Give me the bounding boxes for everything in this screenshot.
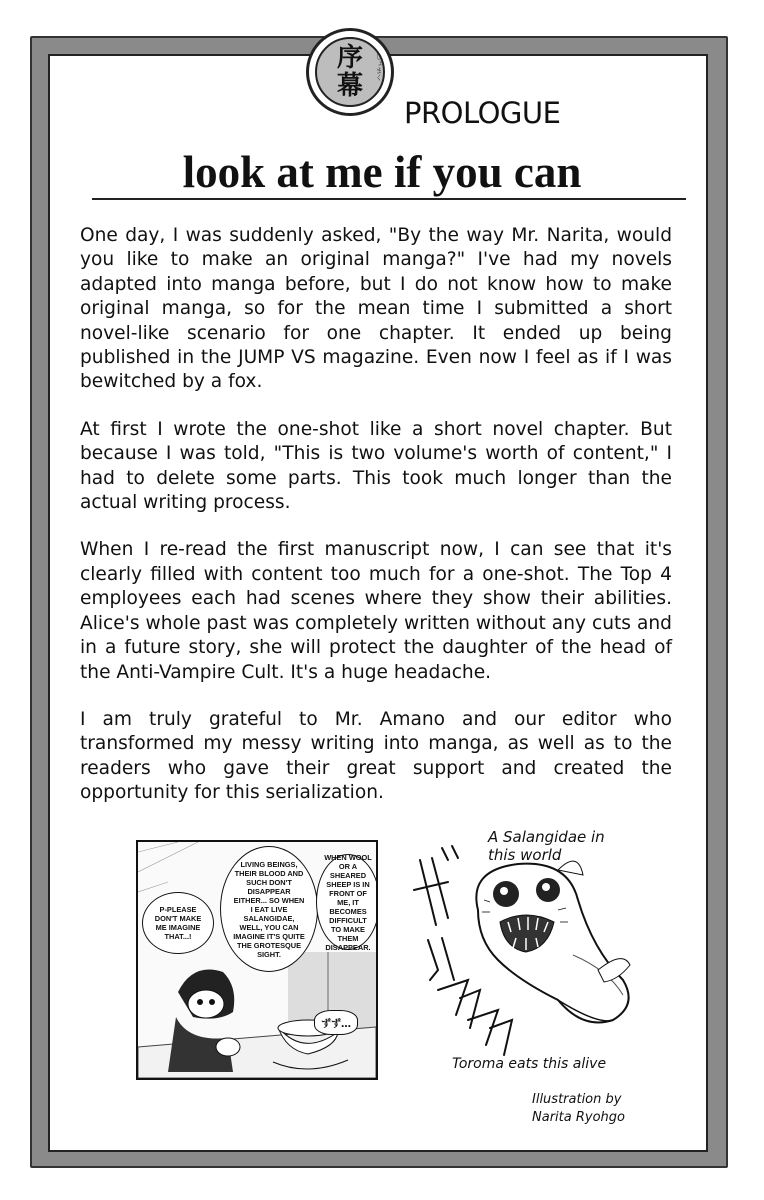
credit-line-1: Illustration by [532, 1092, 622, 1107]
essay-paragraph: I am truly grateful to Mr. Amano and our editor who transformed my messy writing into manga, as well as to the readers who gave their great support and created the opportunity for this serialization. [80, 708, 672, 804]
speech-text-right: WHEN WOOL OR A SHEARED SHEEP IS IN FRONT OF ME, IT BECOMES DIFFICULT TO MAKE THEM DISAPPEAR. [324, 852, 372, 952]
salangidae-sketch [408, 830, 648, 1070]
manga-panel [136, 840, 378, 1080]
badge-circle [315, 37, 385, 107]
speech-text-center: LIVING BEINGS, THEIR BLOOD AND SUCH DON'T DISAPPEAR EITHER... SO WHEN I EAT LIVE SALANGIDAE, WELL, YOU CAN IMAGINE IT'S QUITE THE GROTESQUE SIGHT. [233, 859, 305, 959]
chapter-badge [306, 28, 394, 116]
prologue-label: PROLOGUE [404, 96, 561, 130]
essay-paragraph: One day, I was suddenly asked, "By the way Mr. Narita, would you like to make an original manga?" I've had my novels adapted into manga before, but I do not know how to make original manga, so for the mean time I submitted a short novel-like scenario for one chapter. It ended up being published in the JUMP VS magazine. Even now I feel as if I was bewitched by a fox. [80, 225, 672, 393]
credit-line-2: Narita Ryohgo [532, 1110, 625, 1125]
speech-bubble-center [220, 846, 318, 972]
sfx-text: ずず… [314, 1010, 358, 1035]
badge-kanji-bottom: 幕 [336, 71, 363, 101]
essay-body [80, 224, 672, 829]
badge-kanji-top: 序 [336, 43, 363, 73]
sketch-caption-top: A Salangidae in this world [488, 828, 605, 864]
speech-bubble-left [142, 892, 214, 954]
speech-bubble-right [316, 854, 378, 950]
essay-paragraph: When I re-read the first manuscript now, I can see that it's clearly filled with content too much for a one-shot. The Top 4 employees each had scenes where they show their abilities. Alice's whole past was completely written without any cuts and in a future story, she will protect the daughter of the head of the Anti-Vampire Cult. It's a huge headache. [80, 539, 672, 683]
essay-paragraph: At first I wrote the one-shot like a short novel chapter. But because I was told, "This is two volume's worth of content," I had to delete some parts. This took much longer than the actual writing process. [80, 418, 672, 514]
title-underline [92, 198, 686, 200]
sketch-caption-bottom: Toroma eats this alive [452, 1056, 607, 1072]
page-title: look at me if you can [182, 147, 582, 197]
speech-text-left: P-PLEASE DON'T MAKE ME IMAGINE THAT...! [154, 905, 202, 941]
badge-furigana: じょまく [375, 53, 383, 81]
